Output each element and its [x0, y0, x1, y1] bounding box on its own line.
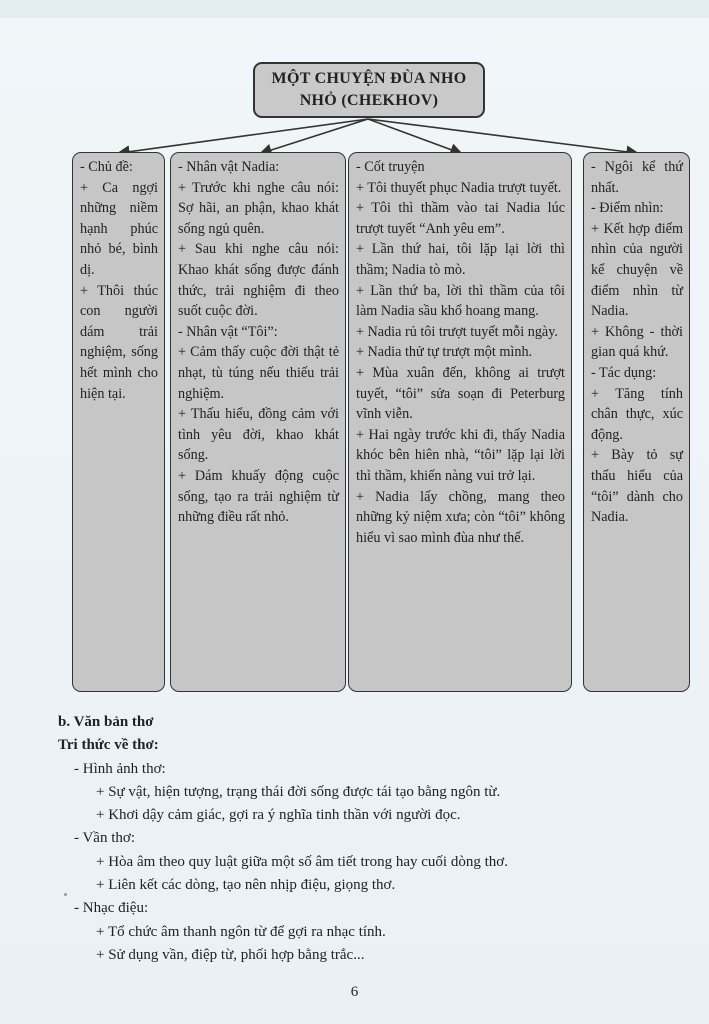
connector-arrow-4 — [368, 119, 636, 153]
column-line: + Lần thứ ba, lời thì thầm của tôi làm Nadia sầu khổ hoang mang. — [356, 282, 565, 320]
column-line: - Chủ đề: — [80, 159, 133, 175]
column-line: + Bày tỏ sự thấu hiểu của “tôi” dành cho Nadia. — [591, 447, 683, 526]
list-item-point: + Hòa âm theo quy luật giữa một số âm tiết trong hay cuối dòng thơ. — [96, 853, 508, 870]
list-item-label: - Vần thơ: — [74, 830, 135, 847]
list-item-point: + Liên kết các dòng, tạo nên nhịp điệu, giọng thơ. — [96, 877, 396, 894]
column-line: + Tăng tính chân thực, xúc động. — [591, 385, 683, 443]
column-line: - Ngôi kể thứ nhất. — [591, 159, 683, 196]
column-line: + Dám khuấy động cuộc sống, tạo ra trải nghiệm từ những điều rất nhỏ. — [178, 467, 339, 526]
column-line: + Lần thứ hai, tôi lặp lại lời thì thầm; Nadia tò mò. — [356, 241, 565, 278]
column-line: + Tôi thuyết phục Nadia trượt tuyết. — [356, 179, 562, 196]
diagram-title: MỘT CHUYỆN ĐÙA NHO NHỎ (CHEKHOV) — [271, 70, 467, 109]
column-line: + Nadia thử tự trượt một mình. — [356, 344, 533, 361]
list-item-point: + Khơi dậy cảm giác, gợi ra ý nghĩa tinh thần với người đọc. — [96, 807, 461, 824]
column-line: - Nhân vật “Tôi”: — [178, 323, 278, 340]
column-line: - Điểm nhìn: — [591, 200, 664, 217]
diagram-column-theme — [72, 152, 165, 692]
column-line: - Cốt truyện — [356, 159, 425, 175]
list-item-point: + Tổ chức âm thanh ngôn từ để gợi ra nhạc tính. — [96, 923, 386, 940]
column-line: + Nadia rủ tôi trượt tuyết mỗi ngày. — [356, 323, 558, 340]
connector-arrow-2 — [262, 119, 368, 153]
list-item-label: - Hình ảnh thơ: — [74, 760, 166, 777]
diagram-title-box — [253, 62, 485, 118]
section-heading: b. Văn bản thơ — [58, 714, 154, 730]
column-line: + Sau khi nghe câu nói: Khao khát sống được đánh thức, trải nghiệm đi theo suốt cuộc đời. — [178, 241, 339, 320]
section-subheading: Tri thức về thơ: — [58, 737, 159, 754]
diagram-column-plot — [348, 152, 572, 692]
list-item-point: + Sử dụng vần, điệp từ, phối hợp bằng trắc... — [96, 946, 365, 963]
column-line: + Không - thời gian quá khứ. — [591, 323, 683, 361]
diagram-column-narration — [583, 152, 690, 692]
list-item-label: - Nhạc điệu: — [74, 900, 149, 917]
column-line: + Ca ngợi những niềm hạnh phúc nhỏ bé, bình dị. — [80, 179, 158, 278]
poetry-section — [58, 711, 678, 967]
column-line: + Trước khi nghe câu nói: Sợ hãi, an phận, khao khát sống ngủ quên. — [178, 179, 339, 237]
column-line: + Nadia lấy chồng, mang theo những kỷ niệm xưa; còn “tôi” không hiểu vì sao mình đùa như thế. — [356, 488, 565, 546]
column-line: + Hai ngày trước khi đi, thấy Nadia khóc bên hiên nhà, “tôi” lặp lại lời thì thầm, khiến nàng vui trở lại. — [356, 426, 565, 484]
diagram-column-characters — [170, 152, 346, 692]
column-line: - Nhân vật Nadia: — [178, 159, 280, 175]
column-line: + Thôi thúc con người dám trải nghiệm, sống hết mình cho hiện tại. — [80, 282, 158, 402]
list-item-point: + Sự vật, hiện tượng, trạng thái đời sống được tái tạo bằng ngôn từ. — [96, 783, 501, 800]
page-number: 6 — [350, 984, 359, 1000]
connector-arrow-1 — [120, 119, 368, 153]
column-line: + Thấu hiểu, đồng cảm với tình yêu đời, khao khát sống. — [178, 406, 339, 464]
scan-speck — [64, 893, 67, 896]
column-line: + Cảm thấy cuộc đời thật tẻ nhạt, tù túng nếu thiếu trải nghiệm. — [178, 344, 339, 402]
column-line: + Kết hợp điểm nhìn của người kể chuyện về điểm nhìn từ Nadia. — [591, 220, 683, 320]
column-line: + Tôi thì thầm vào tai Nadia lúc trượt tuyết “Anh yêu em”. — [356, 200, 565, 237]
column-line: + Mùa xuân đến, không ai trượt tuyết, “tôi” sửa soạn đi Peterburg vĩnh viễn. — [356, 364, 565, 423]
column-line: - Tác dụng: — [591, 364, 657, 381]
